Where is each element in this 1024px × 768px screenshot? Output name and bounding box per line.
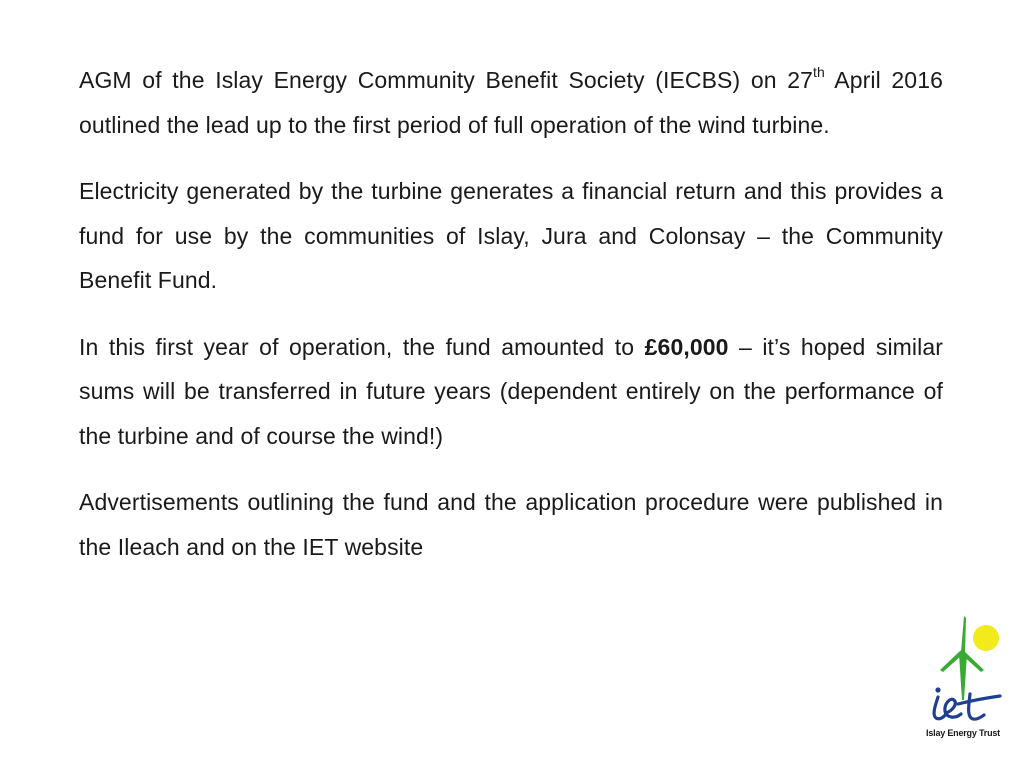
- islay-energy-trust-logo: [918, 614, 1008, 744]
- logo-graphic: [918, 614, 1008, 728]
- paragraph-advertisements: Advertisements outlining the fund and the application procedure were published in the Ileach and on the IET website: [79, 489, 943, 560]
- logo-caption: Islay Energy Trust: [926, 728, 1000, 738]
- paragraph-agm: [79, 58, 943, 147]
- fund-text-end: – it’s hoped similar sums will be transferred in future years (dependent entirely on the performance of the turbine and of course the wind!): [79, 333, 943, 449]
- paragraph-fund-amount: [79, 325, 943, 459]
- fund-text-start: In this first year of operation, the fund amounted to: [79, 333, 645, 360]
- fund-amount: £60,000: [644, 333, 729, 360]
- document-body: [79, 58, 943, 591]
- sun-icon: [973, 625, 999, 651]
- paragraph-electricity: Electricity generated by the turbine generates a financial return and this provides a fund for use by the communities of Islay, Jura and Colonsay – the Community Benefit Fund.: [79, 178, 943, 293]
- agm-text-start: AGM of the Islay Energy Community Benefit Society (IECBS) on 27: [79, 67, 814, 93]
- iet-monogram-icon: [934, 687, 1000, 719]
- ordinal-suffix: th: [813, 64, 825, 81]
- agm-text-end: April 2016 outlined the lead up to the first period of full operation of the wind turbine.: [79, 67, 943, 138]
